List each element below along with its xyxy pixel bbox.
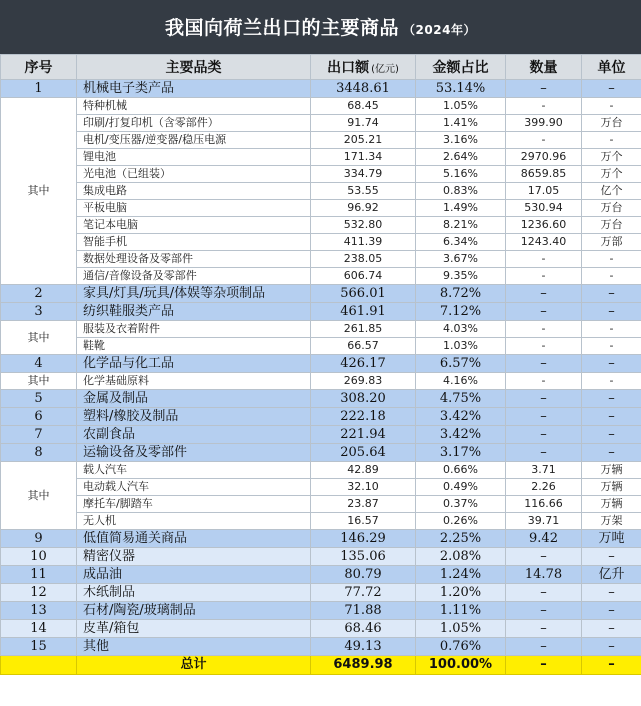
group-label: 其中 <box>1 98 77 285</box>
row-qty: – <box>506 548 582 566</box>
row-unit: – <box>582 638 641 656</box>
row-export: 205.64 <box>311 444 416 462</box>
table-row <box>1 566 641 584</box>
row-name: 皮革/箱包 <box>77 620 311 638</box>
row-export: 135.06 <box>311 548 416 566</box>
row-name: 笔记本电脑 <box>77 217 311 234</box>
table-row <box>1 321 641 338</box>
row-unit: 万吨 <box>582 530 641 548</box>
row-unit: - <box>582 338 641 355</box>
row-share: 3.42% <box>416 408 506 426</box>
row-unit: 万台 <box>582 217 641 234</box>
row-qty: – <box>506 638 582 656</box>
group-label: 其中 <box>1 321 77 355</box>
table-row <box>1 183 641 200</box>
row-export: 71.88 <box>311 602 416 620</box>
row-name: 特种机械 <box>77 98 311 115</box>
row-share: 1.05% <box>416 620 506 638</box>
row-seq: 4 <box>1 355 77 373</box>
table-row <box>1 390 641 408</box>
table-row <box>1 548 641 566</box>
header-unit: 单位 <box>582 55 641 80</box>
row-share: 1.41% <box>416 115 506 132</box>
row-name: 金属及制品 <box>77 390 311 408</box>
row-export: 171.34 <box>311 149 416 166</box>
row-qty: 399.90 <box>506 115 582 132</box>
table-row <box>1 462 641 479</box>
export-table <box>0 54 641 675</box>
table-row <box>1 373 641 390</box>
table-row <box>1 338 641 355</box>
row-qty: - <box>506 98 582 115</box>
row-share: 6.57% <box>416 355 506 373</box>
row-unit: 万辆 <box>582 479 641 496</box>
row-qty: - <box>506 338 582 355</box>
row-export: 606.74 <box>311 268 416 285</box>
row-qty: – <box>506 584 582 602</box>
table-row <box>1 200 641 217</box>
row-qty: - <box>506 132 582 149</box>
row-name: 电动载人汽车 <box>77 479 311 496</box>
row-export: 49.13 <box>311 638 416 656</box>
row-share: 4.03% <box>416 321 506 338</box>
row-name: 低值简易通关商品 <box>77 530 311 548</box>
row-seq: 7 <box>1 426 77 444</box>
row-export: 42.89 <box>311 462 416 479</box>
row-qty: – <box>506 602 582 620</box>
row-share: 5.16% <box>416 166 506 183</box>
row-name: 电机/变压器/逆变器/稳压电源 <box>77 132 311 149</box>
row-unit: – <box>582 620 641 638</box>
row-share: 3.17% <box>416 444 506 462</box>
row-unit: 万台 <box>582 115 641 132</box>
row-seq: 12 <box>1 584 77 602</box>
row-unit: – <box>582 426 641 444</box>
total-qty: – <box>506 656 582 675</box>
header-export-label: 出口额 <box>327 60 370 76</box>
row-qty: – <box>506 285 582 303</box>
row-qty: – <box>506 444 582 462</box>
row-export: 23.87 <box>311 496 416 513</box>
table-row <box>1 303 641 321</box>
row-share: 1.24% <box>416 566 506 584</box>
row-export: 68.46 <box>311 620 416 638</box>
table-row <box>1 217 641 234</box>
row-qty: 1243.40 <box>506 234 582 251</box>
row-share: 6.34% <box>416 234 506 251</box>
row-unit: 万部 <box>582 234 641 251</box>
row-qty: - <box>506 251 582 268</box>
row-share: 0.83% <box>416 183 506 200</box>
row-seq: 2 <box>1 285 77 303</box>
row-name: 石材/陶瓷/玻璃制品 <box>77 602 311 620</box>
row-unit: - <box>582 132 641 149</box>
row-name: 数据处理设备及零部件 <box>77 251 311 268</box>
row-export: 205.21 <box>311 132 416 149</box>
row-qty: 9.42 <box>506 530 582 548</box>
row-qty: - <box>506 321 582 338</box>
row-share: 0.37% <box>416 496 506 513</box>
row-seq: 9 <box>1 530 77 548</box>
row-share: 0.49% <box>416 479 506 496</box>
header-seq: 序号 <box>1 55 77 80</box>
row-unit: 万个 <box>582 166 641 183</box>
total-label: 总计 <box>77 656 311 675</box>
row-qty: 1236.60 <box>506 217 582 234</box>
row-share: 2.25% <box>416 530 506 548</box>
row-export: 532.80 <box>311 217 416 234</box>
total-unit: – <box>582 656 641 675</box>
row-export: 32.10 <box>311 479 416 496</box>
row-name: 锂电池 <box>77 149 311 166</box>
row-name: 塑料/橡胶及制品 <box>77 408 311 426</box>
row-qty: – <box>506 426 582 444</box>
row-share: 2.08% <box>416 548 506 566</box>
table-row <box>1 513 641 530</box>
row-share: 3.42% <box>416 426 506 444</box>
row-export: 91.74 <box>311 115 416 132</box>
table-row <box>1 166 641 183</box>
row-unit: 亿个 <box>582 183 641 200</box>
table-row <box>1 132 641 149</box>
table-row <box>1 80 641 98</box>
row-name: 平板电脑 <box>77 200 311 217</box>
row-name: 智能手机 <box>77 234 311 251</box>
row-qty: 2970.96 <box>506 149 582 166</box>
row-export: 146.29 <box>311 530 416 548</box>
row-share: 1.03% <box>416 338 506 355</box>
title-text: 我国向荷兰出口的主要商品 <box>165 17 400 39</box>
table-row <box>1 496 641 513</box>
row-export: 269.83 <box>311 373 416 390</box>
row-share: 8.72% <box>416 285 506 303</box>
row-name: 摩托车/脚踏车 <box>77 496 311 513</box>
row-export: 222.18 <box>311 408 416 426</box>
row-seq: 13 <box>1 602 77 620</box>
row-unit: 万辆 <box>582 462 641 479</box>
row-share: 0.26% <box>416 513 506 530</box>
row-qty: 116.66 <box>506 496 582 513</box>
row-share: 1.11% <box>416 602 506 620</box>
row-name: 载人汽车 <box>77 462 311 479</box>
header-export-unit: (亿元) <box>371 64 399 75</box>
row-name: 印刷/打复印机（含零部件） <box>77 115 311 132</box>
row-name: 服装及衣着附件 <box>77 321 311 338</box>
row-share: 4.16% <box>416 373 506 390</box>
row-seq: 8 <box>1 444 77 462</box>
row-seq: 15 <box>1 638 77 656</box>
row-seq: 1 <box>1 80 77 98</box>
row-name: 家具/灯具/玩具/体娱等杂项制品 <box>77 285 311 303</box>
row-name: 精密仪器 <box>77 548 311 566</box>
row-export: 221.94 <box>311 426 416 444</box>
row-name: 通信/音像设备及零部件 <box>77 268 311 285</box>
row-qty: – <box>506 355 582 373</box>
row-share: 8.21% <box>416 217 506 234</box>
table-row <box>1 98 641 115</box>
row-unit: – <box>582 390 641 408</box>
row-share: 53.14% <box>416 80 506 98</box>
row-qty: - <box>506 268 582 285</box>
row-share: 7.12% <box>416 303 506 321</box>
row-name: 其他 <box>77 638 311 656</box>
total-export: 6489.98 <box>311 656 416 675</box>
row-share: 3.67% <box>416 251 506 268</box>
row-name: 无人机 <box>77 513 311 530</box>
row-export: 16.57 <box>311 513 416 530</box>
row-unit: – <box>582 303 641 321</box>
row-export: 461.91 <box>311 303 416 321</box>
row-share: 9.35% <box>416 268 506 285</box>
row-seq: 3 <box>1 303 77 321</box>
row-qty: – <box>506 620 582 638</box>
row-qty: 2.26 <box>506 479 582 496</box>
group-label: 其中 <box>1 373 77 390</box>
table-row <box>1 149 641 166</box>
row-export: 426.17 <box>311 355 416 373</box>
row-qty: – <box>506 408 582 426</box>
row-share: 1.49% <box>416 200 506 217</box>
row-name: 化学基础原料 <box>77 373 311 390</box>
row-share: 2.64% <box>416 149 506 166</box>
table-row <box>1 234 641 251</box>
row-unit: – <box>582 285 641 303</box>
total-share: 100.00% <box>416 656 506 675</box>
row-seq: 14 <box>1 620 77 638</box>
row-unit: - <box>582 321 641 338</box>
group-label: 其中 <box>1 462 77 530</box>
table-row <box>1 444 641 462</box>
total-row <box>1 656 641 675</box>
row-unit: – <box>582 80 641 98</box>
row-unit: 万辆 <box>582 496 641 513</box>
header-share: 金额占比 <box>416 55 506 80</box>
header-qty: 数量 <box>506 55 582 80</box>
row-export: 53.55 <box>311 183 416 200</box>
row-seq: 6 <box>1 408 77 426</box>
header-name: 主要品类 <box>77 55 311 80</box>
row-unit: – <box>582 444 641 462</box>
table-row <box>1 426 641 444</box>
row-unit: – <box>582 584 641 602</box>
row-export: 308.20 <box>311 390 416 408</box>
row-name: 运输设备及零部件 <box>77 444 311 462</box>
table-row <box>1 251 641 268</box>
row-name: 成品油 <box>77 566 311 584</box>
table-row <box>1 530 641 548</box>
row-name: 农副食品 <box>77 426 311 444</box>
row-export: 68.45 <box>311 98 416 115</box>
total-seq <box>1 656 77 675</box>
row-qty: 39.71 <box>506 513 582 530</box>
row-qty: 14.78 <box>506 566 582 584</box>
row-unit: 万台 <box>582 200 641 217</box>
row-qty: - <box>506 373 582 390</box>
row-name: 化学品与化工品 <box>77 355 311 373</box>
row-name: 光电池（已组装） <box>77 166 311 183</box>
title-year: （2024年） <box>403 23 476 37</box>
row-share: 4.75% <box>416 390 506 408</box>
row-unit: – <box>582 355 641 373</box>
row-export: 566.01 <box>311 285 416 303</box>
row-unit: 万个 <box>582 149 641 166</box>
row-export: 96.92 <box>311 200 416 217</box>
row-unit: – <box>582 408 641 426</box>
row-export: 3448.61 <box>311 80 416 98</box>
table-row <box>1 408 641 426</box>
row-share: 0.66% <box>416 462 506 479</box>
row-share: 3.16% <box>416 132 506 149</box>
row-seq: 11 <box>1 566 77 584</box>
row-unit: – <box>582 602 641 620</box>
row-unit: - <box>582 251 641 268</box>
row-export: 334.79 <box>311 166 416 183</box>
table-row <box>1 479 641 496</box>
row-qty: – <box>506 80 582 98</box>
table-row <box>1 285 641 303</box>
row-qty: – <box>506 303 582 321</box>
row-unit: - <box>582 98 641 115</box>
table-row <box>1 115 641 132</box>
table-row <box>1 620 641 638</box>
row-unit: - <box>582 268 641 285</box>
table-row <box>1 355 641 373</box>
row-seq: 5 <box>1 390 77 408</box>
row-qty: – <box>506 390 582 408</box>
title-bar <box>0 0 641 54</box>
row-name: 机械电子类产品 <box>77 80 311 98</box>
page-title <box>0 13 641 40</box>
row-export: 261.85 <box>311 321 416 338</box>
row-unit: – <box>582 548 641 566</box>
row-export: 411.39 <box>311 234 416 251</box>
row-qty: 3.71 <box>506 462 582 479</box>
table-row <box>1 602 641 620</box>
row-export: 80.79 <box>311 566 416 584</box>
row-qty: 17.05 <box>506 183 582 200</box>
row-export: 77.72 <box>311 584 416 602</box>
header-export <box>311 55 416 80</box>
row-unit: 万架 <box>582 513 641 530</box>
row-share: 1.20% <box>416 584 506 602</box>
row-name: 纺织鞋服类产品 <box>77 303 311 321</box>
row-unit: - <box>582 373 641 390</box>
row-qty: 530.94 <box>506 200 582 217</box>
row-export: 66.57 <box>311 338 416 355</box>
row-name: 鞋靴 <box>77 338 311 355</box>
row-name: 集成电路 <box>77 183 311 200</box>
row-name: 木纸制品 <box>77 584 311 602</box>
row-share: 0.76% <box>416 638 506 656</box>
row-seq: 10 <box>1 548 77 566</box>
table-row <box>1 584 641 602</box>
table-row <box>1 638 641 656</box>
row-export: 238.05 <box>311 251 416 268</box>
table-row <box>1 268 641 285</box>
row-unit: 亿升 <box>582 566 641 584</box>
row-qty: 8659.85 <box>506 166 582 183</box>
row-share: 1.05% <box>416 98 506 115</box>
header-row <box>1 55 641 80</box>
